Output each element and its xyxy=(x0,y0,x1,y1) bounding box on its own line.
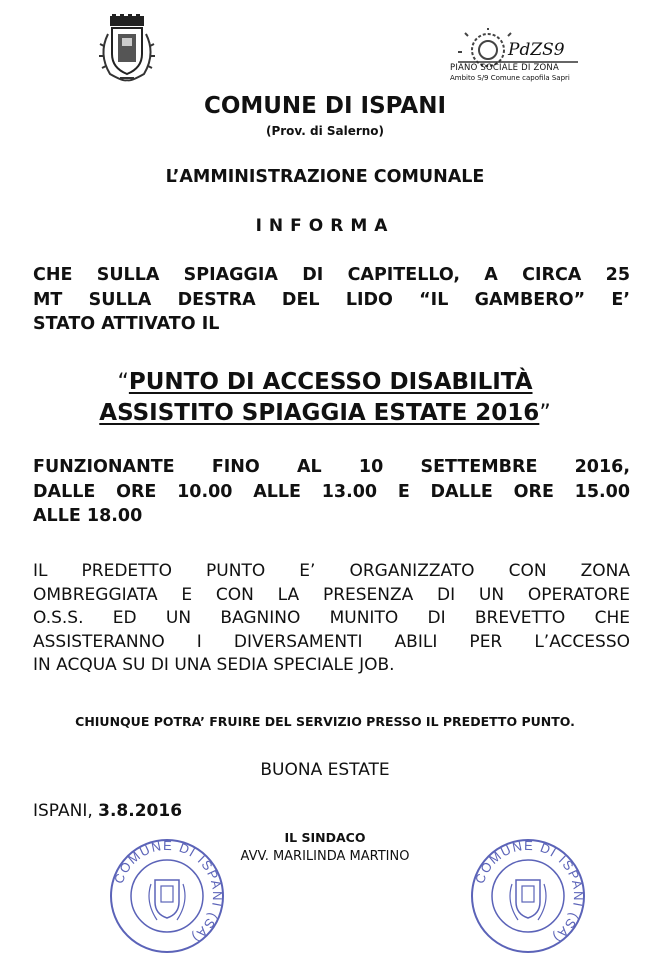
paragraph-line: STATO ATTIVATO IL xyxy=(33,314,220,334)
svg-text:COMUNE DI ISPANI (SA): COMUNE DI ISPANI (SA) xyxy=(110,837,226,946)
paragraph-line: IL PREDETTO PUNTO E’ ORGANIZZATO CON ZONA xyxy=(33,561,630,581)
paragraph-line: CHE SULLA SPIAGGIA DI CAPITELLO, A CIRCA 25 xyxy=(33,265,630,285)
pdz-subtitle: Ambito S/9 Comune capofila Sapri xyxy=(450,74,570,82)
place-date xyxy=(33,801,182,821)
svg-text:COMUNE DI ISPANI (SA): COMUNE DI ISPANI (SA) xyxy=(471,837,587,946)
place: ISPANI, xyxy=(33,801,93,821)
province-label: (Prov. di Salerno) xyxy=(265,124,385,138)
close-quote: ” xyxy=(539,401,551,426)
date: 3.8.2016 xyxy=(98,801,183,821)
pdz-title: PIANO SOCIALE DI ZONA xyxy=(450,63,559,73)
details-paragraph xyxy=(33,560,630,678)
paragraph-line: ASSISTERANNO I DIVERSAMENTI ABILI PER L’ACCESSO xyxy=(33,631,630,652)
announcement-paragraph xyxy=(33,263,630,337)
paragraph-line: ALLE 18.00 xyxy=(33,506,143,526)
mayor-name: AVV. MARILINDA MARTINO xyxy=(240,849,410,864)
service-notice: CHIUNQUE POTRA’ FRUIRE DEL SERVIZIO PRESSO IL PREDETTO PUNTO. xyxy=(75,714,575,729)
municipal-stamp-icon xyxy=(107,836,227,956)
informa-heading: INFORMA xyxy=(255,216,395,236)
mayor-title: IL SINDACO xyxy=(284,830,366,845)
paragraph-line: DALLE ORE 10.00 ALLE 13.00 E DALLE ORE 15.00 xyxy=(33,481,630,502)
paragraph-line: O.S.S. ED UN BAGNINO MUNITO DI BREVETTO CHE xyxy=(33,608,630,628)
open-quote: “ xyxy=(117,370,129,395)
greeting: BUONA ESTATE xyxy=(260,760,390,780)
pdz-logo-text: PdZS9 xyxy=(508,40,565,60)
hours-paragraph xyxy=(33,455,630,529)
paragraph-line: IN ACQUA SU DI UNA SEDIA SPECIALE JOB. xyxy=(33,655,395,675)
administration-heading: L’AMMINISTRAZIONE COMUNALE xyxy=(165,167,485,187)
municipal-stamp-icon xyxy=(468,836,588,956)
municipal-crest-icon xyxy=(96,14,158,84)
service-title-line1: PUNTO DI ACCESSO DISABILITÀ xyxy=(128,369,533,395)
paragraph-line: OMBREGGIATA E CON LA PRESENZA DI UN OPERATORE xyxy=(33,584,630,605)
municipality-title: COMUNE DI ISPANI xyxy=(203,93,447,119)
paragraph-line: MT SULLA DESTRA DEL LIDO “IL GAMBERO” E’ xyxy=(33,289,630,310)
paragraph-line: FUNZIONANTE FINO AL 10 SETTEMBRE 2016, xyxy=(33,457,630,477)
service-title xyxy=(0,367,650,429)
service-title-line2: ASSISTITO SPIAGGIA ESTATE 2016 xyxy=(99,400,540,426)
